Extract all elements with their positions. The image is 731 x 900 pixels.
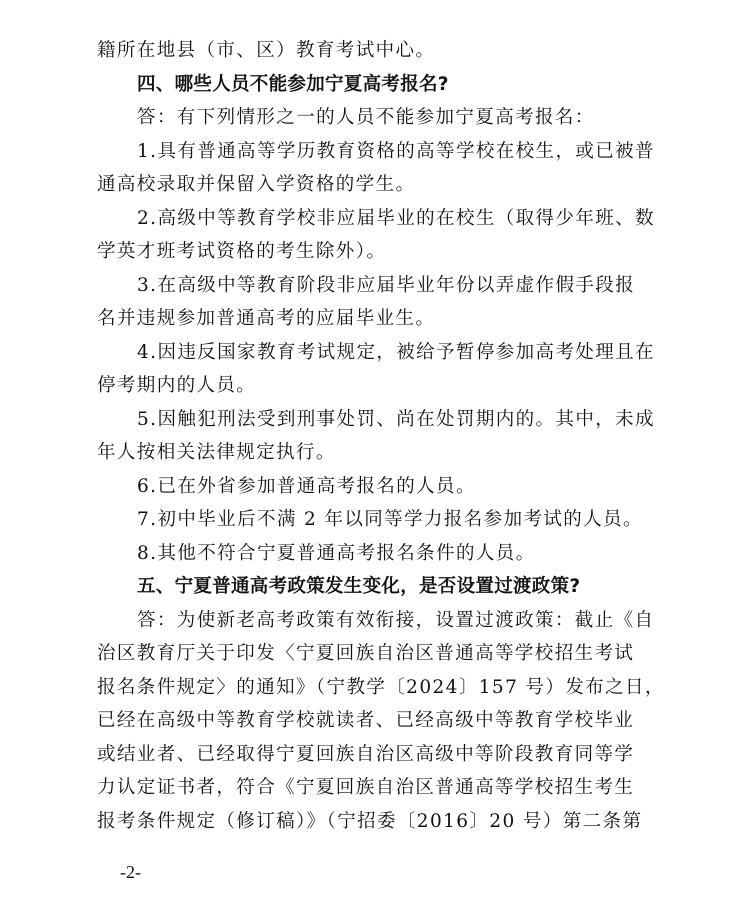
paragraph-line: 报考条件规定（修订稿）》（宁招委〔2016〕20 号）第二条第 bbox=[97, 810, 643, 832]
paragraph-line: 名并违规参加普通高考的应届毕业生。 bbox=[97, 308, 436, 329]
paragraph-line: 答：为使新老高考政策有效衔接，设置过渡政策：截止《自 bbox=[137, 609, 655, 631]
paragraph-line: 治区教育厅关于印发〈宁夏回族自治区普通高等学校招生考试 bbox=[97, 643, 635, 664]
paragraph-line: 答：有下列情形之一的人员不能参加宁夏高考报名： bbox=[137, 107, 595, 128]
page-number: -2- bbox=[120, 862, 141, 882]
paragraph-line: 力认定证书者，符合《宁夏回族自治区普通高等学校招生考生 bbox=[97, 777, 635, 798]
paragraph-line: 6.已在外省参加普通高考报名的人员。 bbox=[137, 475, 476, 497]
paragraph-line: 年人按相关法律规定执行。 bbox=[97, 442, 336, 463]
paragraph-line: 报名条件规定〉的通知》（宁教学〔2024〕157 号）发布之日， bbox=[97, 676, 665, 698]
paragraph-line: 7.初中毕业后不满 2 年以同等学力报名参加考试的人员。 bbox=[137, 509, 643, 530]
paragraph-line: 5.因触犯刑法受到刑事处罚、尚在处罚期内的。其中，未成 bbox=[137, 408, 655, 430]
paragraph-line: 通高校录取并保留入学资格的学生。 bbox=[97, 174, 416, 195]
paragraph-line: 或结业者、已经取得宁夏回族自治区高级中等阶段教育同等学 bbox=[97, 743, 635, 765]
paragraph-line: 已经在高级中等教育学校就读者、已经高级中等教育学校毕业 bbox=[97, 710, 635, 731]
paragraph-line: 8.其他不符合宁夏普通高考报名条件的人员。 bbox=[137, 542, 536, 564]
paragraph-line: 4.因违反国家教育考试规定，被给予暂停参加高考处理且在 bbox=[137, 341, 655, 363]
section-heading: 四、哪些人员不能参加宁夏高考报名? bbox=[137, 73, 449, 95]
paragraph-line: 3.在高级中等教育阶段非应届毕业年份以弄虚作假手段报 bbox=[137, 274, 636, 296]
paragraph-line: 籍所在地县（市、区）教育考试中心。 bbox=[97, 40, 436, 61]
paragraph-line: 停考期内的人员。 bbox=[97, 375, 257, 396]
paragraph-line: 2.高级中等教育学校非应届毕业的在校生（取得少年班、数 bbox=[137, 207, 655, 229]
paragraph-line: 1.具有普通高等学历教育资格的高等学校在校生，或已被普 bbox=[137, 140, 655, 162]
section-heading: 五、宁夏普通高考政策发生变化，是否设置过渡政策? bbox=[137, 576, 581, 597]
document-page bbox=[97, 34, 665, 838]
paragraph-line: 学英才班考试资格的考生除外）。 bbox=[97, 241, 387, 262]
